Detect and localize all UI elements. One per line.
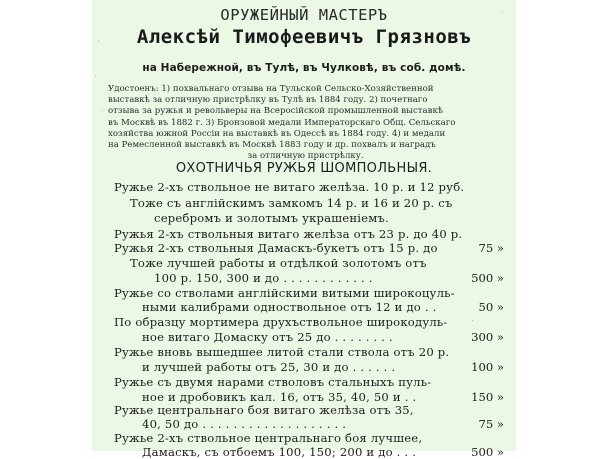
price-line: Тоже лучшей работы и отдѣлкой золотомъ отъ	[130, 256, 427, 270]
price-line: Ружье 2-хъ ствольное не витаго желѣза. 10 р. и 12 руб.	[114, 180, 465, 194]
price-amount: 50 »	[478, 300, 504, 314]
address-line: на Набережной, въ Тулѣ, въ Чулковѣ, въ соб. домѣ.	[142, 62, 466, 74]
scanned-document-page	[92, 0, 516, 459]
price-line: ное и дробовикъ кал. 16, отъ 35, 40, 50 и . .	[142, 390, 417, 404]
document-title: ОРУЖЕЙНЫЙ МАСТЕРЪ	[220, 6, 388, 24]
price-line: Тоже съ англійскимъ замкомъ 14 р. и 16 и 20 р. съ	[130, 196, 453, 210]
price-line: ное витаго Домаску отъ 25 до . . . . . . . .	[142, 330, 393, 344]
price-line: Ружье съ двумя нарами стволовъ стальныхъ пуль-	[114, 375, 432, 389]
paper-speck	[95, 75, 96, 76]
section-heading: ОХОТНИЧЬЯ РУЖЬЯ ШОМПОЛЬНЫЯ.	[175, 161, 433, 176]
awards-line: выставкѣ за отличную пристрѣлку въ Тулѣ въ 1884 году. 2) почетнаго	[108, 95, 428, 106]
awards-paragraph	[108, 84, 503, 162]
price-line: 40, 50 до . . . . . . . . . . . . . . . . . . .	[142, 417, 347, 431]
price-line: Ружье 2-хъ ствольное центральнаго боя лучшее,	[114, 431, 423, 445]
price-amount: 75 »	[478, 241, 504, 255]
price-amount: 100 »	[471, 360, 504, 374]
price-line: Ружья 2-хъ ствольныя Дамаскъ-букетъ отъ 15 р. до	[114, 241, 438, 255]
paper-speck	[502, 12, 503, 13]
price-line: По образцу мортимера друхъствольное широкодуль-	[114, 315, 448, 329]
price-line: ными калибрами одноствольное отъ 12 и до . .	[142, 300, 437, 314]
price-line: 100 р. 150, 300 и до . . . . . . . . . . . .	[154, 271, 373, 285]
price-line: Ружье центральнаго боя витаго желѣза отъ 35,	[114, 403, 414, 417]
awards-line: на Ремесленной выставкѣ въ Москвѣ 1883 году и др. похвалъ и наградъ	[108, 140, 436, 151]
price-line: и лучшей работы отъ 25, 30 и до . . . . . .	[142, 360, 396, 374]
awards-line: хозяйства южной Россіи на выставкѣ въ Одессѣ въ 1884 году. 4) и медали	[108, 128, 446, 139]
awards-line: въ Москвѣ въ 1882 г. 3) Бронзовой медали Императорскаго Общ. Сельскаго	[108, 117, 456, 128]
price-line: Дамаскъ, съ отбоемъ 100, 150; 200 и до . . .	[142, 445, 417, 459]
master-name: Алексѣй Тимофеевичъ Грязновъ	[136, 26, 472, 48]
paper-speck	[112, 255, 113, 256]
awards-line: Удостоенъ: 1) похвальнаго отзыва на Тульской Сельско-Хозяйственной	[108, 84, 434, 94]
paper-speck	[102, 110, 103, 111]
awards-line: отзыва за ружья и револьверы на Всеросійской промышленной выставкѣ	[108, 106, 444, 117]
price-line: Ружья 2-хъ ствольныя витаго желѣза отъ 23 р. до 40 р.	[114, 227, 463, 241]
price-line: серебромъ и золотымъ украшеніемъ.	[154, 211, 389, 225]
price-amount: 500 »	[471, 271, 504, 285]
price-line: Ружье со стволами англійскими витыми широкоцуль-	[114, 286, 455, 300]
price-line: Ружье вновь вышедшее литой стали ствола отъ 20 р.	[114, 345, 450, 359]
paper-speck	[98, 40, 99, 41]
price-amount: 150 »	[471, 390, 504, 404]
awards-line: за отличную пристрѣлку.	[247, 151, 364, 162]
paper-speck	[472, 320, 473, 321]
price-amount: 75 »	[478, 417, 504, 431]
price-amount: 500 »	[471, 445, 504, 459]
price-amount: 300 »	[471, 330, 504, 344]
